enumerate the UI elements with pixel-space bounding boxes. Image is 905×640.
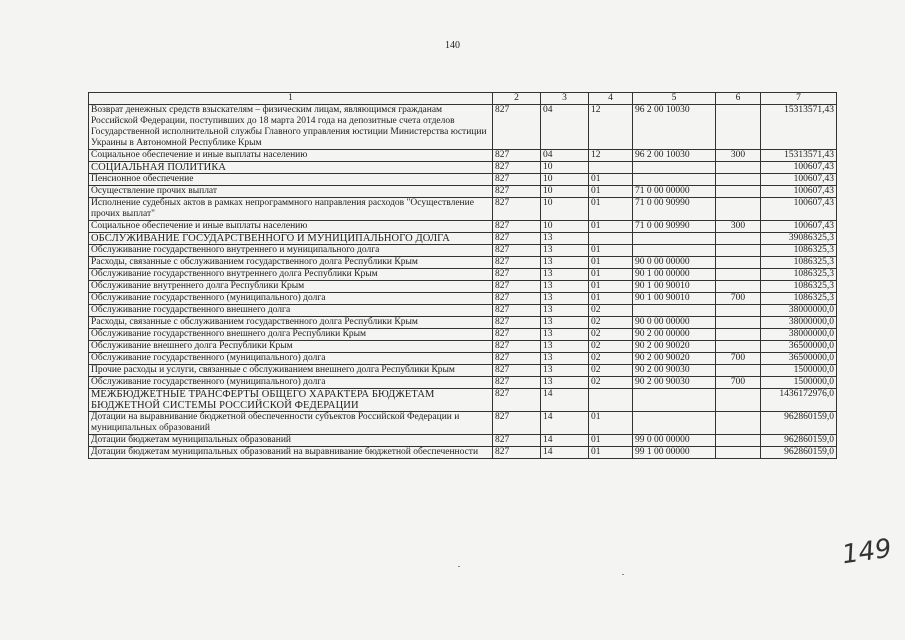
cell-ministry-code: 827 — [493, 174, 541, 186]
cell-section-code: 13 — [541, 377, 589, 389]
table-row — [89, 281, 837, 293]
cell-expense-type-code — [716, 447, 761, 459]
cell-section-code: 14 — [541, 412, 589, 435]
cell-item-name: ОБСЛУЖИВАНИЕ ГОСУДАРСТВЕННОГО И МУНИЦИПАЛЬНОГО ДОЛГА — [89, 233, 493, 245]
cell-amount: 962860159,0 — [761, 435, 837, 447]
col-header-3: 3 — [541, 93, 589, 105]
scan-speck — [458, 566, 460, 567]
budget-table — [88, 92, 837, 459]
table-row — [89, 341, 837, 353]
cell-target-article-code: 90 0 00 00000 — [633, 257, 716, 269]
cell-item-name: Осуществление прочих выплат — [89, 186, 493, 198]
col-header-1: 1 — [89, 93, 493, 105]
table-row — [89, 377, 837, 389]
cell-section-code: 13 — [541, 365, 589, 377]
col-header-5: 5 — [633, 93, 716, 105]
table-row — [89, 293, 837, 305]
cell-section-code: 10 — [541, 221, 589, 233]
table-row — [89, 365, 837, 377]
cell-subsection-code: 01 — [589, 281, 633, 293]
cell-amount: 100607,43 — [761, 174, 837, 186]
cell-target-article-code: 90 2 00 00000 — [633, 329, 716, 341]
cell-target-article-code: 90 2 00 90030 — [633, 365, 716, 377]
cell-section-code: 13 — [541, 329, 589, 341]
cell-subsection-code: 02 — [589, 365, 633, 377]
cell-item-name: Расходы, связанные с обслуживанием государственного долга Республики Крым — [89, 317, 493, 329]
cell-ministry-code: 827 — [493, 233, 541, 245]
cell-target-article-code: 71 0 00 90990 — [633, 221, 716, 233]
cell-amount: 39086325,3 — [761, 233, 837, 245]
cell-section-code: 10 — [541, 174, 589, 186]
cell-expense-type-code — [716, 269, 761, 281]
cell-target-article-code: 90 2 00 90030 — [633, 377, 716, 389]
cell-item-name: Обслуживание государственного (муниципального) долга — [89, 353, 493, 365]
cell-item-name: Обслуживание государственного (муниципального) долга — [89, 377, 493, 389]
cell-ministry-code: 827 — [493, 269, 541, 281]
cell-item-name: Обслуживание государственного внутреннего долга Республики Крым — [89, 269, 493, 281]
col-header-7: 7 — [761, 93, 837, 105]
cell-ministry-code: 827 — [493, 353, 541, 365]
table-row — [89, 150, 837, 162]
cell-section-code: 13 — [541, 341, 589, 353]
scan-speck — [622, 574, 624, 575]
cell-expense-type-code: 300 — [716, 221, 761, 233]
cell-amount: 1436172976,0 — [761, 389, 837, 412]
cell-subsection-code — [589, 389, 633, 412]
cell-item-name: Дотации на выравнивание бюджетной обеспеченности субъектов Российской Федерации и муниципальных образований — [89, 412, 493, 435]
cell-amount: 36500000,0 — [761, 341, 837, 353]
cell-section-code: 13 — [541, 233, 589, 245]
cell-ministry-code: 827 — [493, 150, 541, 162]
cell-target-article-code: 96 2 00 10030 — [633, 105, 716, 150]
cell-expense-type-code — [716, 281, 761, 293]
table-body — [89, 105, 837, 459]
cell-expense-type-code — [716, 412, 761, 435]
cell-expense-type-code: 700 — [716, 293, 761, 305]
cell-section-code: 10 — [541, 198, 589, 221]
cell-ministry-code: 827 — [493, 329, 541, 341]
cell-amount: 100607,43 — [761, 162, 837, 174]
cell-ministry-code: 827 — [493, 365, 541, 377]
cell-target-article-code: 90 1 00 90010 — [633, 293, 716, 305]
cell-expense-type-code — [716, 162, 761, 174]
cell-expense-type-code — [716, 317, 761, 329]
cell-subsection-code: 01 — [589, 412, 633, 435]
cell-expense-type-code — [716, 257, 761, 269]
table-row — [89, 162, 837, 174]
cell-subsection-code: 01 — [589, 198, 633, 221]
cell-amount: 962860159,0 — [761, 412, 837, 435]
cell-subsection-code: 01 — [589, 174, 633, 186]
cell-expense-type-code — [716, 198, 761, 221]
cell-item-name: Прочие расходы и услуги, связанные с обслуживанием внешнего долга Республики Крым — [89, 365, 493, 377]
cell-ministry-code: 827 — [493, 305, 541, 317]
cell-ministry-code: 827 — [493, 281, 541, 293]
cell-subsection-code: 01 — [589, 435, 633, 447]
table-row — [89, 198, 837, 221]
cell-item-name: Расходы, связанные с обслуживанием государственного долга Республики Крым — [89, 257, 493, 269]
cell-subsection-code: 01 — [589, 186, 633, 198]
cell-subsection-code: 01 — [589, 293, 633, 305]
cell-subsection-code: 02 — [589, 341, 633, 353]
cell-ministry-code: 827 — [493, 162, 541, 174]
cell-expense-type-code: 300 — [716, 150, 761, 162]
cell-amount: 15313571,43 — [761, 150, 837, 162]
cell-section-code: 04 — [541, 105, 589, 150]
cell-section-code: 04 — [541, 150, 589, 162]
page-number: 140 — [445, 40, 460, 51]
cell-target-article-code — [633, 389, 716, 412]
table-row — [89, 305, 837, 317]
cell-subsection-code: 01 — [589, 257, 633, 269]
cell-target-article-code — [633, 233, 716, 245]
cell-target-article-code: 71 0 00 90990 — [633, 198, 716, 221]
cell-target-article-code — [633, 174, 716, 186]
cell-section-code: 14 — [541, 389, 589, 412]
cell-expense-type-code: 700 — [716, 377, 761, 389]
cell-ministry-code: 827 — [493, 186, 541, 198]
cell-item-name: Обслуживание государственного внешнего долга — [89, 305, 493, 317]
cell-subsection-code: 12 — [589, 105, 633, 150]
cell-item-name: Пенсионное обеспечение — [89, 174, 493, 186]
cell-amount: 1086325,3 — [761, 257, 837, 269]
col-header-2: 2 — [493, 93, 541, 105]
cell-ministry-code: 827 — [493, 341, 541, 353]
cell-section-code: 14 — [541, 435, 589, 447]
cell-subsection-code: 01 — [589, 221, 633, 233]
cell-amount: 100607,43 — [761, 186, 837, 198]
header-row — [89, 93, 837, 105]
cell-ministry-code: 827 — [493, 435, 541, 447]
table-row — [89, 353, 837, 365]
cell-ministry-code: 827 — [493, 221, 541, 233]
cell-target-article-code: 71 0 00 00000 — [633, 186, 716, 198]
cell-expense-type-code — [716, 435, 761, 447]
cell-expense-type-code — [716, 186, 761, 198]
cell-expense-type-code — [716, 105, 761, 150]
cell-amount: 1086325,3 — [761, 293, 837, 305]
cell-subsection-code: 02 — [589, 305, 633, 317]
cell-item-name: Дотации бюджетам муниципальных образований — [89, 435, 493, 447]
cell-target-article-code: 96 2 00 10030 — [633, 150, 716, 162]
col-header-4: 4 — [589, 93, 633, 105]
cell-amount: 100607,43 — [761, 198, 837, 221]
table-row — [89, 105, 837, 150]
cell-item-name: Социальное обеспечение и иные выплаты населению — [89, 221, 493, 233]
cell-subsection-code: 01 — [589, 447, 633, 459]
cell-amount: 36500000,0 — [761, 353, 837, 365]
table-row — [89, 221, 837, 233]
cell-ministry-code: 827 — [493, 412, 541, 435]
cell-expense-type-code — [716, 365, 761, 377]
cell-section-code: 13 — [541, 305, 589, 317]
cell-section-code: 13 — [541, 281, 589, 293]
cell-target-article-code — [633, 162, 716, 174]
cell-item-name: Возврат денежных средств взыскателям – физическим лицам, являющимся гражданам Российской Федерации, поступивших до 18 марта 2014 года на депозитные счета отделов Государственной исполнительной службы Главного управления юстиции Министерства юстиции Украины в Автономной Республике Крым — [89, 105, 493, 150]
cell-target-article-code — [633, 305, 716, 317]
cell-expense-type-code — [716, 305, 761, 317]
cell-section-code: 13 — [541, 353, 589, 365]
cell-expense-type-code — [716, 329, 761, 341]
cell-item-name: МЕЖБЮДЖЕТНЫЕ ТРАНСФЕРТЫ ОБЩЕГО ХАРАКТЕРА БЮДЖЕТАМ БЮДЖЕТНОЙ СИСТЕМЫ РОССИЙСКОЙ ФЕДЕРАЦИИ — [89, 389, 493, 412]
cell-item-name: Дотации бюджетам муниципальных образований на выравнивание бюджетной обеспеченности — [89, 447, 493, 459]
cell-section-code: 13 — [541, 269, 589, 281]
cell-item-name: СОЦИАЛЬНАЯ ПОЛИТИКА — [89, 162, 493, 174]
table-row — [89, 317, 837, 329]
cell-subsection-code: 01 — [589, 245, 633, 257]
cell-ministry-code: 827 — [493, 317, 541, 329]
cell-target-article-code — [633, 412, 716, 435]
table-row — [89, 329, 837, 341]
cell-amount: 1086325,3 — [761, 281, 837, 293]
cell-target-article-code: 99 1 00 00000 — [633, 447, 716, 459]
cell-ministry-code: 827 — [493, 257, 541, 269]
cell-amount: 100607,43 — [761, 221, 837, 233]
cell-expense-type-code — [716, 245, 761, 257]
cell-ministry-code: 827 — [493, 293, 541, 305]
handwritten-page-mark: 149 — [840, 533, 894, 571]
cell-amount: 1500000,0 — [761, 377, 837, 389]
cell-amount: 962860159,0 — [761, 447, 837, 459]
cell-item-name: Обслуживание внешнего долга Республики Крым — [89, 341, 493, 353]
cell-subsection-code: 02 — [589, 317, 633, 329]
cell-target-article-code: 90 1 00 00000 — [633, 269, 716, 281]
cell-target-article-code: 90 2 00 90020 — [633, 341, 716, 353]
cell-item-name: Обслуживание государственного внутреннего и муниципального долга — [89, 245, 493, 257]
cell-subsection-code — [589, 233, 633, 245]
cell-target-article-code: 90 2 00 90020 — [633, 353, 716, 365]
cell-section-code: 13 — [541, 293, 589, 305]
cell-item-name: Социальное обеспечение и иные выплаты населению — [89, 150, 493, 162]
table-row — [89, 245, 837, 257]
cell-amount: 38000000,0 — [761, 329, 837, 341]
table-row — [89, 174, 837, 186]
cell-item-name: Исполнение судебных актов в рамках непрограммного направления расходов "Осуществление прочих выплат" — [89, 198, 493, 221]
cell-target-article-code: 99 0 00 00000 — [633, 435, 716, 447]
table-row — [89, 186, 837, 198]
cell-ministry-code: 827 — [493, 245, 541, 257]
cell-target-article-code — [633, 245, 716, 257]
cell-expense-type-code — [716, 174, 761, 186]
cell-section-code: 13 — [541, 257, 589, 269]
cell-amount: 1086325,3 — [761, 245, 837, 257]
cell-section-code: 13 — [541, 317, 589, 329]
cell-ministry-code: 827 — [493, 377, 541, 389]
cell-section-code: 13 — [541, 245, 589, 257]
table-row — [89, 447, 837, 459]
table-row — [89, 435, 837, 447]
cell-item-name: Обслуживание государственного внешнего долга Республики Крым — [89, 329, 493, 341]
cell-subsection-code: 01 — [589, 269, 633, 281]
cell-item-name: Обслуживание государственного (муниципального) долга — [89, 293, 493, 305]
cell-amount: 1500000,0 — [761, 365, 837, 377]
table-row — [89, 389, 837, 412]
cell-target-article-code: 90 0 00 00000 — [633, 317, 716, 329]
cell-expense-type-code — [716, 341, 761, 353]
cell-target-article-code: 90 1 00 90010 — [633, 281, 716, 293]
cell-subsection-code: 02 — [589, 353, 633, 365]
col-header-6: 6 — [716, 93, 761, 105]
cell-ministry-code: 827 — [493, 389, 541, 412]
cell-subsection-code: 02 — [589, 377, 633, 389]
cell-expense-type-code — [716, 233, 761, 245]
cell-amount: 15313571,43 — [761, 105, 837, 150]
cell-subsection-code: 02 — [589, 329, 633, 341]
cell-section-code: 10 — [541, 186, 589, 198]
cell-amount: 38000000,0 — [761, 305, 837, 317]
table-row — [89, 233, 837, 245]
cell-subsection-code: 12 — [589, 150, 633, 162]
table-row — [89, 257, 837, 269]
cell-section-code: 14 — [541, 447, 589, 459]
table-row — [89, 269, 837, 281]
cell-amount: 38000000,0 — [761, 317, 837, 329]
cell-expense-type-code: 700 — [716, 353, 761, 365]
cell-ministry-code: 827 — [493, 198, 541, 221]
cell-ministry-code: 827 — [493, 447, 541, 459]
cell-item-name: Обслуживание внутреннего долга Республики Крым — [89, 281, 493, 293]
cell-subsection-code — [589, 162, 633, 174]
cell-ministry-code: 827 — [493, 105, 541, 150]
cell-amount: 1086325,3 — [761, 269, 837, 281]
cell-section-code: 10 — [541, 162, 589, 174]
table-row — [89, 412, 837, 435]
cell-expense-type-code — [716, 389, 761, 412]
